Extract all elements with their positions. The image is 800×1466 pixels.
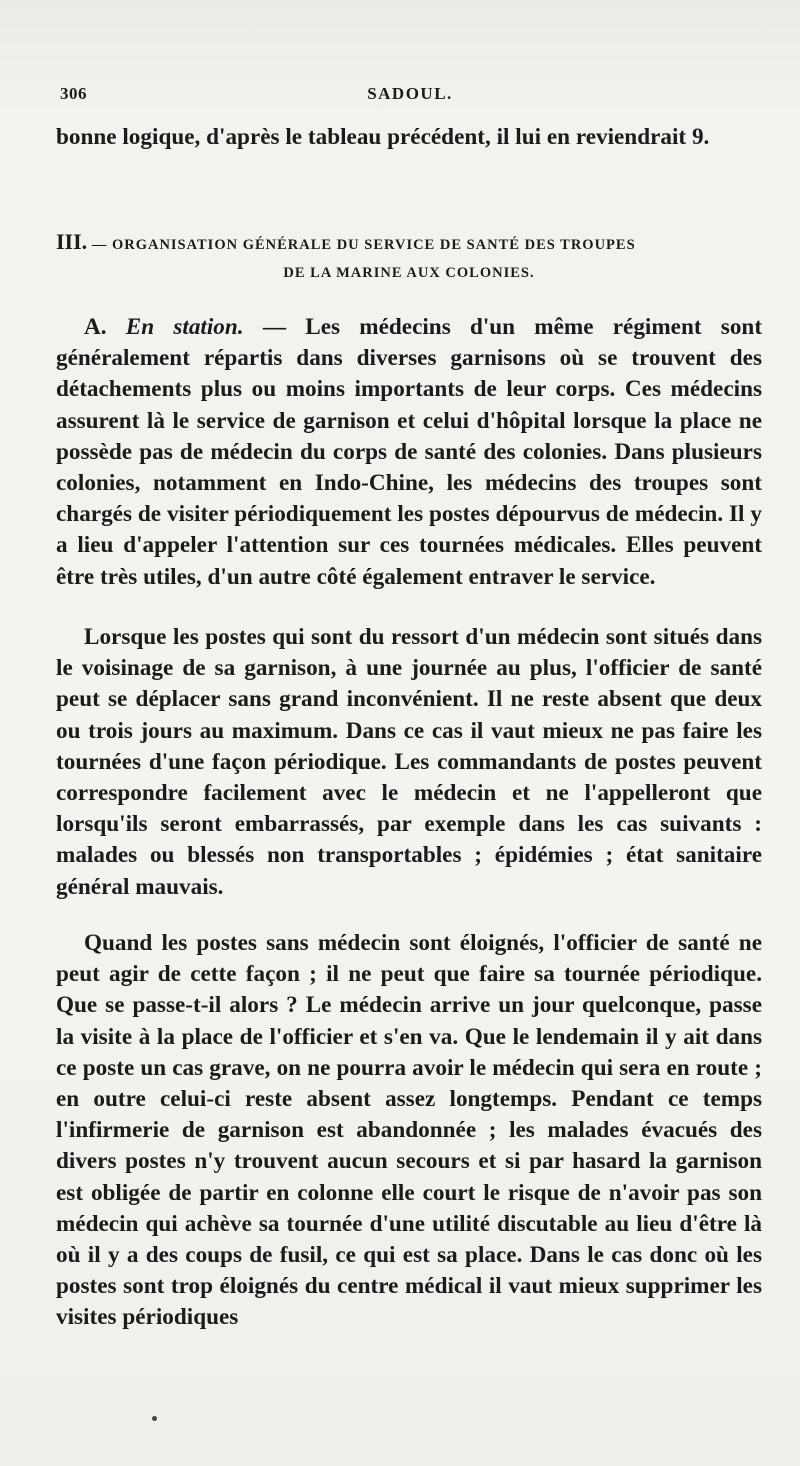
section-numeral: III. (56, 229, 88, 254)
subsection-text: Les médecins d'un même régiment sont généralement répartis dans diverses garnisons où se trouvent des détachements plus ou moins importants de leur corps. Ces médecins assurent là le service de garnison et celui d'hôpital lorsque la place ne possède pas de médecin du corps de santé des colonies. Dans plusieurs colonies, notamment en Indo-Chine, les médecins des troupes sont chargés de visiter périodiquement les postes dépourvus de médecin. Il y a lieu d'appeler l'attention sur ces tournées médicales. Elles peuvent être très utiles, d'un autre côté également entraver le service. (56, 314, 763, 590)
subsection-title: En station. (125, 314, 244, 340)
paragraph-text: Lorsque les postes qui sont du ressort d'un médecin sont situés dans le voisinage de sa garnison, à une journée au plus, l'officier de santé peut se déplacer sans grand inconvénient. Il ne reste absent que deux ou trois jours au maximum. Dans ce cas il vaut mieux ne pas faire les tournées d'une façon périodique. Les commandants de postes peuvent correspondre facilement avec le médecin et ne l'appelleront que lorsqu'ils seront embarrassés, par exemple dans les cas suivants : malades ou blessés non transportables ; épidémies ; état sanitaire général mauvais. (56, 624, 762, 900)
page-number: 306 (60, 84, 87, 103)
section-dash: — (91, 237, 108, 253)
body-paragraph (56, 622, 762, 903)
page-header (60, 84, 760, 110)
subsection-label: A. (84, 314, 107, 340)
running-head: SADOUL. (367, 84, 453, 103)
section-title-line1: ORGANISATION GÉNÉRALE DU SERVICE DE SANTÉ DES TROUPES (111, 237, 636, 253)
subsection-paragraph (56, 312, 762, 593)
section-heading (56, 228, 762, 287)
body-paragraph (56, 928, 762, 1334)
section-title-line2: DE LA MARINE AUX COLONIES. (283, 265, 535, 281)
subsection-dash: — (262, 314, 287, 340)
paragraph-text: Quand les postes sans médecin sont éloignés, l'officier de santé ne peut agir de cette façon ; il ne peut que faire sa tournée périodique. Que se passe-t-il alors ? Le médecin arrive un jour quelconque, passe la visite à la place de l'officier et s'en va. Que le lendemain il y ait dans ce poste un cas grave, on ne pourra avoir le médecin qui sera en route ; en outre celui-ci reste absent assez longtemps. Pendant ce temps l'infirmerie de garnison est abandonnée ; les malades évacués des divers postes n'y trouvent aucun secours et si par hasard la garnison est obligée de partir en colonne elle court le risque de n'avoir pas son médecin qui achève sa tournée d'une utilité discutable au lieu d'être là où il y a des coups de fusil, ce qui est sa place. Dans le cas donc où les postes sont trop éloignés du centre médical il vaut mieux supprimer les visites périodiques (56, 930, 762, 1331)
paragraph-continuation (56, 122, 762, 153)
paragraph-text: bonne logique, d'après le tableau précédent, il lui en reviendrait 9. (56, 124, 710, 150)
print-speck (152, 1416, 157, 1421)
